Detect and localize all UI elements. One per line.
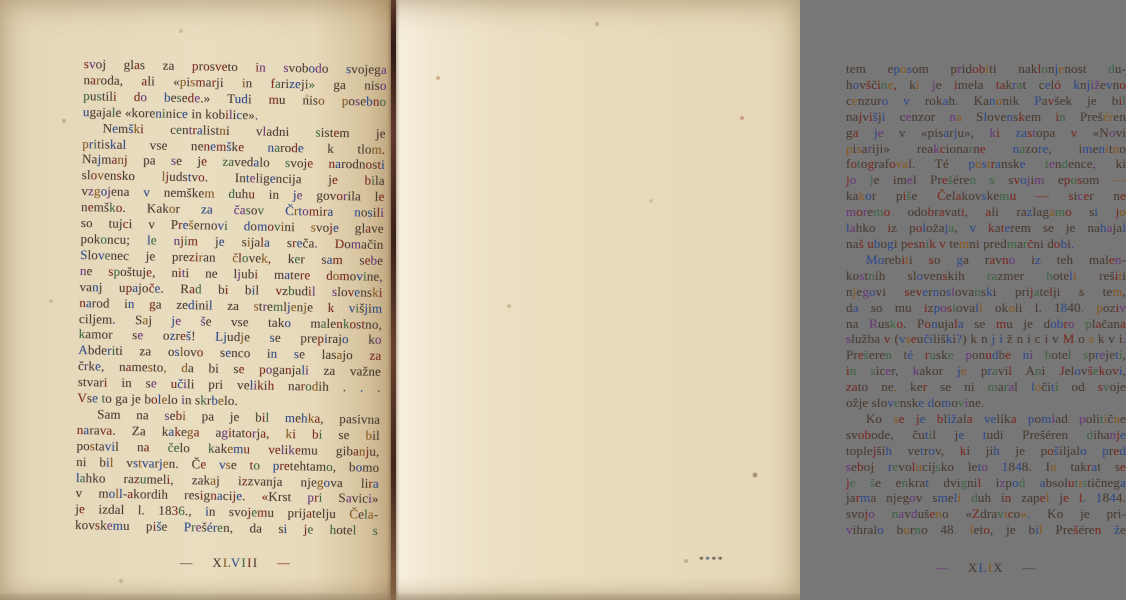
text-line: fotografoval. Té postranske tendence, ki (846, 156, 1126, 172)
text-line: nemško. Kakor za časov Črtomira nosili (80, 199, 385, 221)
text-line: ni bil vstvarjen. Če vse to pretehtamo, bomo (76, 453, 380, 475)
text-line: ciljem. Saj je še vse tako malenkostno, (78, 310, 383, 332)
text-line: pisariji» reakcionarne nazore, imenitno (846, 140, 1126, 156)
text-line: vanj upajoče. Rad bi bil vzbudil slovenski (79, 278, 383, 300)
left-page-number: — XLVIII — (179, 556, 292, 570)
text-line: toplejših vetrov, ki jih je pošiljalo pred (846, 442, 1126, 458)
scan-bottom-edge (0, 593, 800, 600)
text-line: tem eposom pridobiti naklonjenost du- (846, 61, 1126, 76)
gutter-shadow (391, 0, 396, 600)
signature-mark: **** (699, 556, 724, 566)
text-line: lahko iz položaja, v katerem se je nahajal (846, 220, 1126, 236)
text-line: cenzuro v rokah. Kanonik Pavšek je bil (846, 92, 1126, 108)
text-line: zato ne, ker se ni maral ločiti od svoje (846, 379, 1126, 395)
text-line: jo je imel Prešéren s svojim eposom — (846, 172, 1126, 188)
text-line: Ko se je bližala velika pomlad politične (866, 410, 1126, 426)
text-line: naš ubogi pesnik v temni predmarčni dobi. (846, 235, 1075, 251)
text-line: ga je v «pisarju», ki zastopa v «Novi (846, 124, 1126, 140)
text-line: na Rusko. Ponujala se mu je dobro plačana (846, 315, 1126, 331)
text-line: slovensko ljudstvo. Inteligencija je bila (81, 167, 385, 189)
left-page (0, 0, 393, 600)
text-line: kamor se ozreš! Ljudje se prepirajo ko (78, 326, 382, 348)
text-line: ožje slovenske domovine. (846, 395, 985, 411)
text-line: Sam na sebi pa je bil mehka, pasivna (97, 406, 381, 427)
text-line: jarma njegov smeli duh in zapel je l. 1844. (846, 490, 1126, 506)
text-line: in sicer, kakor je pravil Ani Jelovšekovi, (846, 363, 1126, 379)
right-page (396, 0, 1126, 600)
text-line: Nemški centralistni vladni sistem je (102, 120, 386, 141)
text-line: lahko razumeli, zakaj izzvanja njegova lira (75, 469, 380, 491)
text-line: je izdal l. 1836., in svojemu prijatelju Čela- (75, 501, 379, 523)
text-line: Slovenec je preziran človek, ker sam sebe (80, 246, 384, 268)
text-line: svoj glas za prosveto in svobodo svojega (83, 56, 387, 77)
text-line: pritiskal vse nenemške narode k tlom. (82, 135, 386, 157)
text-line: vzgojena v nemškem duhu in je govorila le (81, 183, 385, 205)
text-line: ne spoštuje, niti ne ljubi matere domovine, (79, 262, 383, 284)
text-line: svojo navdušeno «Zdravico». Ko je pri- (846, 506, 1126, 522)
right-page-text (846, 61, 1126, 538)
text-line: najvišji cenzor na Slovenskem in Prešéren (846, 108, 1126, 124)
text-line: Morebiti so ga ravno iz teh malen- (866, 251, 1126, 267)
text-line: moremo odobravati, ali razlagamo si jo (846, 204, 1126, 220)
text-line: da so mu izposlovali okoli l. 1840. poziv (846, 299, 1126, 315)
text-line: njegovi severnoslovanski prijatelji s tem, (846, 283, 1126, 299)
text-line: Abderiti za oslovo senco in se lasajo za (78, 342, 382, 364)
text-line: vihralo burno 48. leto, je bil Prešéren že (846, 522, 1126, 538)
text-line: kostnih slovenskih razmer hoteli rešiti (846, 267, 1126, 283)
text-line: pokoncu; le njim je sijala sreča. Domačin (80, 231, 384, 252)
left-page-text (75, 56, 387, 539)
text-line: postavil na čelo kakemu velikemu gibanju, (76, 437, 380, 459)
text-line: Najmanj pa se je zavedalo svoje narodnosti (81, 151, 386, 173)
text-line: svobode, čutil je tudi Prešéren dihanje (846, 426, 1126, 442)
text-line: so tujci v Prešernovi domovini svoje glave (80, 215, 384, 236)
text-line: narod in ga zedinil za stremljenje k višjim (79, 294, 383, 316)
text-line: naroda, ali «pismarji in farizeji» ga niso (83, 71, 387, 93)
text-line: služba v (vseučiliški?) k n j i ž n i c i v M o s k v i. (846, 331, 1126, 347)
text-line: ugajale «koreninice in kobilice». (82, 103, 259, 123)
text-line: kovskemu piše Prešéren, da si je hotel s (74, 517, 379, 539)
text-line: kakor piše Čelakovskemu — sicer ne (846, 188, 1126, 204)
text-line: pustili do besede.» Tudi mu niso posebno (83, 87, 387, 109)
text-line: narava. Za kakega agitatorja, ki bi se bil (76, 421, 380, 443)
text-line: Vse to ga je bolelo in skrbelo. (77, 390, 239, 409)
text-line: v moll-akordih resignacije. «Krst pri Savici» (75, 485, 379, 507)
text-line: Prešeren té ruske ponudbe ni hotel sprejeti, (846, 347, 1126, 363)
text-line: seboj revolucijsko leto 1848. In takrat se (846, 458, 1126, 474)
text-line: je še enkrat dvignil izpod absolutističnega (846, 474, 1126, 490)
text-line: hovščine, ki je imela takrat celó književno (846, 76, 1126, 92)
text-line: črke, namesto, da bi se poganjali za važne (77, 358, 382, 380)
right-page-number: — XLIX — (935, 561, 1037, 575)
text-line: stvari in se učili pri velikih narodih . . . (77, 374, 381, 395)
